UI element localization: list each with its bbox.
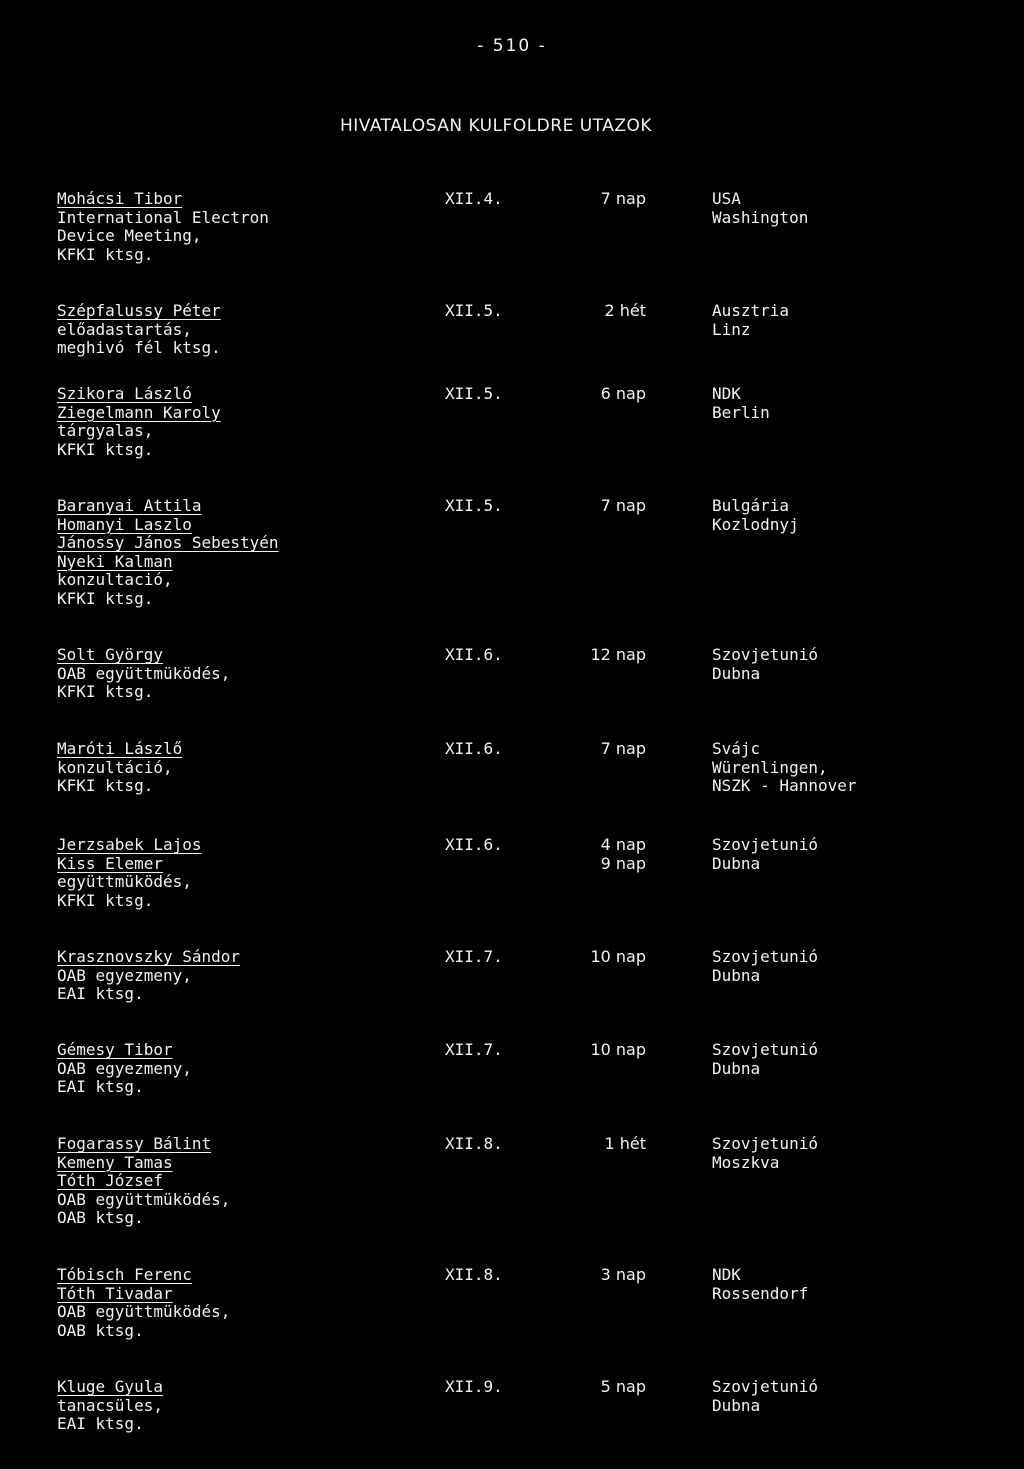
destination-block [712, 1135, 818, 1172]
destination-text: Berlin [712, 402, 770, 422]
purpose-text: KFKI ktsg. [57, 682, 154, 702]
purpose-text: előadastartás, [57, 319, 192, 339]
departure-date [445, 385, 503, 404]
date-text: XII.7. [445, 947, 503, 966]
destination-block [712, 385, 770, 422]
purpose-text: KFKI ktsg. [57, 439, 154, 459]
purpose-text: konzultáció, [57, 757, 173, 777]
purpose-text: OAB egyezmeny, [57, 1058, 192, 1078]
destination-text: Szovjetunió [712, 1134, 818, 1153]
date-text: XII.5. [445, 301, 503, 320]
duration-block [540, 302, 646, 321]
duration-block [540, 1135, 646, 1154]
purpose-text: OAB együttmüködés, [57, 1189, 231, 1209]
traveller-block [57, 740, 182, 796]
date-text: XII.9. [445, 1377, 503, 1396]
traveller-block [57, 190, 269, 264]
traveller-name: Maróti Lászlő [57, 739, 183, 758]
departure-date [445, 646, 503, 665]
destination-block [712, 1041, 818, 1078]
departure-date [445, 190, 503, 209]
duration-block [540, 948, 646, 967]
traveller-name: Tóbisch Ferenc [57, 1265, 192, 1284]
date-text: XII.5. [445, 496, 503, 515]
departure-date [445, 1378, 503, 1397]
traveller-name: Kiss Elemer [57, 853, 163, 873]
traveller-name: Tóth József [57, 1171, 163, 1191]
purpose-text: International Electron [57, 207, 269, 227]
destination-text: Szovjetunió [712, 835, 818, 854]
duration-block [540, 1266, 646, 1285]
destination-text: Washington [712, 207, 809, 227]
departure-date [445, 497, 503, 516]
purpose-text: tárgyalas, [57, 421, 154, 441]
destination-text: NSZK - Hannover [712, 776, 857, 796]
departure-date [445, 740, 503, 759]
duration-text: 4 nap [600, 835, 646, 854]
destination-text: Szovjetunió [712, 645, 818, 664]
purpose-text: tanacsüles, [57, 1395, 163, 1415]
traveller-block [57, 836, 202, 910]
traveller-name: Tóth Tivadar [57, 1283, 173, 1303]
departure-date [445, 302, 503, 321]
purpose-text: OAB egyezmeny, [57, 965, 192, 985]
destination-block [712, 302, 789, 339]
date-text: XII.8. [445, 1134, 503, 1153]
traveller-name: Szépfalussy Péter [57, 301, 221, 320]
destination-text: Dubna [712, 1395, 761, 1415]
duration-block [540, 646, 646, 665]
departure-date [445, 1135, 503, 1154]
traveller-name: Kemeny Tamas [57, 1152, 173, 1172]
traveller-name: Kluge Gyula [57, 1377, 163, 1396]
traveller-block [57, 1135, 230, 1228]
destination-text: Szovjetunió [712, 1040, 818, 1059]
destination-text: Linz [712, 319, 751, 339]
date-text: XII.4. [445, 189, 503, 208]
traveller-name: Fogarassy Bálint [57, 1134, 212, 1153]
duration-text: 2 hét [604, 301, 646, 320]
destination-block [712, 948, 818, 985]
purpose-text: meghivó fél ktsg. [57, 338, 221, 358]
date-text: XII.8. [445, 1265, 503, 1284]
traveller-block [57, 385, 221, 459]
purpose-text: KFKI ktsg. [57, 890, 154, 910]
purpose-text: EAI ktsg. [57, 1414, 144, 1434]
traveller-name: Mohácsi Tibor [57, 189, 183, 208]
duration-block [540, 836, 646, 873]
purpose-text: KFKI ktsg. [57, 588, 154, 608]
destination-block [712, 646, 818, 683]
duration-text: 7 nap [600, 739, 646, 758]
traveller-name: Homanyi Laszlo [57, 514, 192, 534]
destination-text: Dubna [712, 1058, 761, 1078]
duration-block [540, 1041, 646, 1060]
page-number: - 510 - [477, 36, 547, 56]
traveller-block [57, 1378, 163, 1434]
destination-text: Ausztria [712, 301, 790, 320]
purpose-text: EAI ktsg. [57, 1077, 144, 1097]
duration-text: 3 nap [600, 1265, 646, 1284]
date-text: XII.6. [445, 645, 503, 664]
purpose-text: KFKI ktsg. [57, 776, 154, 796]
traveller-name: Jánossy János Sebestyén [57, 533, 279, 553]
destination-text: Dubna [712, 663, 761, 683]
purpose-text: OAB együttmüködés, [57, 663, 231, 683]
departure-date [445, 836, 503, 855]
destination-block [712, 836, 818, 873]
traveller-block [57, 1041, 192, 1097]
destination-block [712, 1378, 818, 1415]
traveller-block [57, 1266, 230, 1340]
destination-text: Würenlingen, [712, 757, 828, 777]
purpose-text: OAB ktsg. [57, 1320, 144, 1340]
destination-text: Svájc [712, 739, 761, 758]
destination-text: Kozlodnyj [712, 514, 799, 534]
traveller-block [57, 302, 221, 358]
date-text: XII.7. [445, 1040, 503, 1059]
departure-date [445, 948, 503, 967]
destination-text: Moszkva [712, 1152, 780, 1172]
duration-text: 7 nap [600, 496, 646, 515]
duration-text: 1 hét [604, 1134, 646, 1153]
purpose-text: OAB ktsg. [57, 1208, 144, 1228]
traveller-name: Jerzsabek Lajos [57, 835, 202, 854]
traveller-block [57, 948, 240, 1004]
traveller-name: Ziegelmann Karoly [57, 402, 221, 422]
destination-block [712, 497, 799, 534]
duration-text: 10 nap [590, 947, 646, 966]
destination-block [712, 190, 808, 227]
duration-text: 12 nap [590, 645, 646, 664]
duration-text: 6 nap [600, 384, 646, 403]
duration-text: 5 nap [600, 1377, 646, 1396]
page-title: HIVATALOSAN KULFOLDRE UTAZOK [340, 116, 653, 136]
traveller-name: Gémesy Tibor [57, 1040, 173, 1059]
purpose-text: Device Meeting, [57, 226, 202, 246]
purpose-text: KFKI ktsg. [57, 244, 154, 264]
duration-block [540, 385, 646, 404]
date-text: XII.6. [445, 739, 503, 758]
destination-text: Dubna [712, 965, 761, 985]
duration-block [540, 740, 646, 759]
destination-text: Szovjetunió [712, 1377, 818, 1396]
traveller-name: Solt György [57, 645, 163, 664]
duration-text: 9 nap [600, 853, 646, 873]
destination-text: Bulgária [712, 496, 790, 515]
date-text: XII.5. [445, 384, 503, 403]
purpose-text: együttmüködés, [57, 872, 192, 892]
traveller-name: Nyeki Kalman [57, 551, 173, 571]
traveller-name: Baranyai Attila [57, 496, 202, 515]
destination-text: NDK [712, 1265, 741, 1284]
duration-block [540, 497, 646, 516]
purpose-text: EAI ktsg. [57, 984, 144, 1004]
departure-date [445, 1266, 503, 1285]
destination-block [712, 1266, 808, 1303]
purpose-text: OAB együttmüködés, [57, 1302, 231, 1322]
departure-date [445, 1041, 503, 1060]
destination-block [712, 740, 857, 796]
destination-text: USA [712, 189, 741, 208]
duration-text: 10 nap [590, 1040, 646, 1059]
duration-block [540, 190, 646, 209]
purpose-text: konzultació, [57, 570, 173, 590]
duration-block [540, 1378, 646, 1397]
traveller-block [57, 497, 279, 609]
traveller-name: Szikora László [57, 384, 192, 403]
traveller-block [57, 646, 230, 702]
duration-text: 7 nap [600, 189, 646, 208]
destination-text: NDK [712, 384, 741, 403]
destination-text: Dubna [712, 853, 761, 873]
traveller-name: Krasznovszky Sándor [57, 947, 241, 966]
date-text: XII.6. [445, 835, 503, 854]
destination-text: Szovjetunió [712, 947, 818, 966]
destination-text: Rossendorf [712, 1283, 809, 1303]
